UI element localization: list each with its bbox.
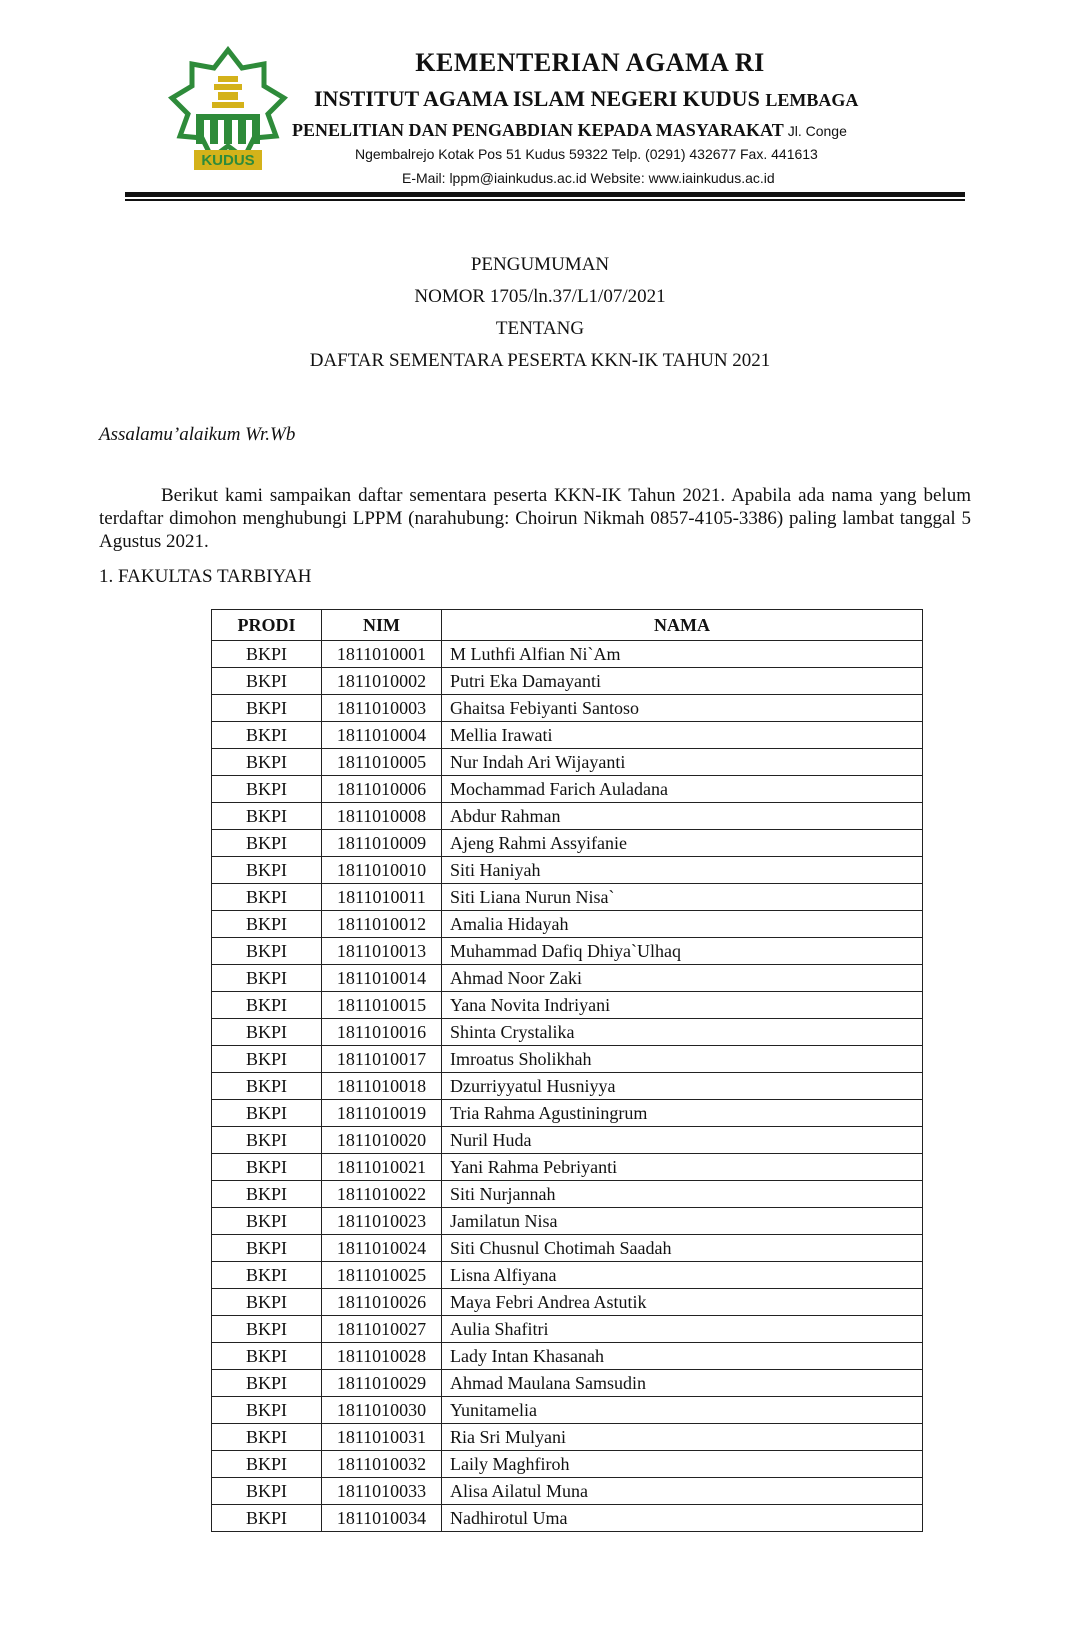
cell-prodi: BKPI (212, 1100, 322, 1127)
table-row (212, 1046, 923, 1073)
table-row (212, 1370, 923, 1397)
cell-nama: Siti Haniyah (442, 857, 923, 884)
cell-nama: Ria Sri Mulyani (442, 1424, 923, 1451)
cell-prodi: BKPI (212, 1046, 322, 1073)
lppm-line (292, 120, 847, 141)
table-row (212, 695, 923, 722)
cell-nama: Lisna Alfiyana (442, 1262, 923, 1289)
cell-nama: Siti Chusnul Chotimah Saadah (442, 1235, 923, 1262)
institute-name (314, 86, 858, 112)
table-header-row (212, 610, 923, 641)
cell-nama: Nadhirotul Uma (442, 1505, 923, 1532)
cell-prodi: BKPI (212, 668, 322, 695)
cell-nim: 1811010016 (322, 1019, 442, 1046)
table-row (212, 1019, 923, 1046)
cell-nim: 1811010014 (322, 965, 442, 992)
cell-nama: Amalia Hidayah (442, 911, 923, 938)
cell-nama: Siti Nurjannah (442, 1181, 923, 1208)
cell-nama: Aulia Shafitri (442, 1316, 923, 1343)
cell-nim: 1811010011 (322, 884, 442, 911)
table-row (212, 641, 923, 668)
header-prodi: PRODI (212, 610, 322, 641)
cell-nama: Muhammad Dafiq Dhiya`Ulhaq (442, 938, 923, 965)
cell-nama: Mochammad Farich Auladana (442, 776, 923, 803)
cell-nama: Ahmad Noor Zaki (442, 965, 923, 992)
cell-nim: 1811010029 (322, 1370, 442, 1397)
table-row (212, 911, 923, 938)
cell-nama: Shinta Crystalika (442, 1019, 923, 1046)
cell-nama: Abdur Rahman (442, 803, 923, 830)
table-row (212, 1289, 923, 1316)
cell-nim: 1811010008 (322, 803, 442, 830)
cell-prodi: BKPI (212, 1208, 322, 1235)
cell-nim: 1811010009 (322, 830, 442, 857)
table-row (212, 1127, 923, 1154)
table-row (212, 1262, 923, 1289)
cell-prodi: BKPI (212, 1289, 322, 1316)
cell-prodi: BKPI (212, 884, 322, 911)
table-row (212, 803, 923, 830)
cell-prodi: BKPI (212, 749, 322, 776)
cell-nama: Ahmad Maulana Samsudin (442, 1370, 923, 1397)
cell-prodi: BKPI (212, 1478, 322, 1505)
address-part1: Jl. Conge (787, 123, 847, 139)
table-row (212, 965, 923, 992)
letterhead-rule-thin (125, 199, 965, 201)
cell-nim: 1811010018 (322, 1073, 442, 1100)
cell-nama: Yani Rahma Pebriyanti (442, 1154, 923, 1181)
institute-name-text: INSTITUT AGAMA ISLAM NEGERI KUDUS (314, 86, 760, 111)
cell-nim: 1811010001 (322, 641, 442, 668)
cell-prodi: BKPI (212, 1370, 322, 1397)
cell-nama: Yunitamelia (442, 1397, 923, 1424)
cell-nim: 1811010013 (322, 938, 442, 965)
cell-nim: 1811010010 (322, 857, 442, 884)
cell-nim: 1811010025 (322, 1262, 442, 1289)
cell-nama: Maya Febri Andrea Astutik (442, 1289, 923, 1316)
table-row (212, 1343, 923, 1370)
cell-nim: 1811010022 (322, 1181, 442, 1208)
cell-prodi: BKPI (212, 938, 322, 965)
announcement-title: PENGUMUMAN (470, 254, 610, 275)
table-row (212, 938, 923, 965)
cell-prodi: BKPI (212, 1343, 322, 1370)
cell-nama: Alisa Ailatul Muna (442, 1478, 923, 1505)
cell-nim: 1811010026 (322, 1289, 442, 1316)
cell-nama: Tria Rahma Agustiningrum (442, 1100, 923, 1127)
logo-text: KUDUS (201, 152, 255, 169)
cell-prodi: BKPI (212, 1127, 322, 1154)
ministry-title: KEMENTERIAN AGAMA RI (415, 48, 765, 77)
table-row (212, 749, 923, 776)
cell-nama: Nuril Huda (442, 1127, 923, 1154)
table-row (212, 1424, 923, 1451)
table-row (212, 1181, 923, 1208)
section-title: 1. FAKULTAS TARBIYAH (99, 566, 312, 587)
cell-prodi: BKPI (212, 1019, 322, 1046)
greeting: Assalamu’alaikum Wr.Wb (99, 424, 296, 445)
logo-minaret (212, 76, 244, 108)
cell-nama: Putri Eka Damayanti (442, 668, 923, 695)
cell-nama: Ghaitsa Febiyanti Santoso (442, 695, 923, 722)
cell-nama: Jamilatun Nisa (442, 1208, 923, 1235)
cell-nama: Mellia Irawati (442, 722, 923, 749)
cell-nim: 1811010004 (322, 722, 442, 749)
cell-nim: 1811010017 (322, 1046, 442, 1073)
table-row (212, 830, 923, 857)
cell-prodi: BKPI (212, 722, 322, 749)
cell-prodi: BKPI (212, 965, 322, 992)
cell-prodi: BKPI (212, 1073, 322, 1100)
cell-prodi: BKPI (212, 1397, 322, 1424)
cell-prodi: BKPI (212, 641, 322, 668)
cell-prodi: BKPI (212, 803, 322, 830)
cell-nama: Imroatus Sholikhah (442, 1046, 923, 1073)
lppm-name: PENELITIAN DAN PENGABDIAN KEPADA MASYARAKAT (292, 120, 784, 140)
cell-prodi: BKPI (212, 857, 322, 884)
table-row (212, 1505, 923, 1532)
table-row (212, 1451, 923, 1478)
cell-nim: 1811010030 (322, 1397, 442, 1424)
cell-prodi: BKPI (212, 1451, 322, 1478)
lembaga-text: LEMBAGA (765, 90, 859, 110)
participants-table (211, 609, 923, 1532)
table-row (212, 884, 923, 911)
cell-nim: 1811010033 (322, 1478, 442, 1505)
table-row (212, 1397, 923, 1424)
cell-nim: 1811010006 (322, 776, 442, 803)
table-row (212, 1235, 923, 1262)
cell-nama: Laily Maghfiroh (442, 1451, 923, 1478)
cell-prodi: BKPI (212, 695, 322, 722)
announcement-about: TENTANG (495, 318, 585, 339)
cell-nama: Ajeng Rahmi Assyifanie (442, 830, 923, 857)
table-row (212, 1478, 923, 1505)
announcement-number: NOMOR 1705/ln.37/L1/07/2021 (414, 286, 666, 307)
cell-prodi: BKPI (212, 1262, 322, 1289)
table-row (212, 668, 923, 695)
table-row (212, 722, 923, 749)
cell-prodi: BKPI (212, 911, 322, 938)
logo-letters (196, 114, 260, 144)
letterhead-rule-thick (125, 192, 965, 197)
table-body (212, 641, 923, 1532)
cell-nim: 1811010015 (322, 992, 442, 1019)
announcement-subject: DAFTAR SEMENTARA PESERTA KKN-IK TAHUN 2021 (309, 350, 771, 371)
table-row (212, 1208, 923, 1235)
cell-nim: 1811010032 (322, 1451, 442, 1478)
contact-line: E-Mail: lppm@iainkudus.ac.id Website: www.iainkudus.ac.id (402, 170, 775, 186)
table-row (212, 992, 923, 1019)
header-nim: NIM (322, 610, 442, 641)
cell-nama: Lady Intan Khasanah (442, 1343, 923, 1370)
cell-nim: 1811010019 (322, 1100, 442, 1127)
cell-prodi: BKPI (212, 1316, 322, 1343)
cell-nim: 1811010024 (322, 1235, 442, 1262)
cell-nim: 1811010034 (322, 1505, 442, 1532)
cell-nama: Dzurriyyatul Husniyya (442, 1073, 923, 1100)
table-row (212, 1154, 923, 1181)
body-paragraph: Berikut kami sampaikan daftar sementara peserta KKN-IK Tahun 2021. Apabila ada nama yang belum terdaftar dimohon menghubungi LPPM (narahubung: Choirun Nikmah 0857-4105-3386) paling lambat tanggal 5 Agustus 2021. (99, 485, 971, 552)
cell-nim: 1811010021 (322, 1154, 442, 1181)
cell-nama: Yana Novita Indriyani (442, 992, 923, 1019)
address-line: Ngembalrejo Kotak Pos 51 Kudus 59322 Telp. (0291) 432677 Fax. 441613 (355, 146, 818, 162)
cell-nim: 1811010023 (322, 1208, 442, 1235)
cell-nim: 1811010012 (322, 911, 442, 938)
cell-nim: 1811010002 (322, 668, 442, 695)
cell-nim: 1811010003 (322, 695, 442, 722)
table-row (212, 1316, 923, 1343)
cell-nim: 1811010020 (322, 1127, 442, 1154)
cell-prodi: BKPI (212, 1154, 322, 1181)
table-row (212, 857, 923, 884)
table-row (212, 776, 923, 803)
cell-prodi: BKPI (212, 1424, 322, 1451)
cell-prodi: BKPI (212, 830, 322, 857)
cell-nim: 1811010031 (322, 1424, 442, 1451)
table-row (212, 1100, 923, 1127)
cell-nama: Siti Liana Nurun Nisa` (442, 884, 923, 911)
cell-nama: M Luthfi Alfian Ni`Am (442, 641, 923, 668)
cell-prodi: BKPI (212, 1181, 322, 1208)
cell-prodi: BKPI (212, 1235, 322, 1262)
header-nama: NAMA (442, 610, 923, 641)
cell-prodi: BKPI (212, 992, 322, 1019)
cell-nim: 1811010027 (322, 1316, 442, 1343)
cell-nim: 1811010028 (322, 1343, 442, 1370)
table-row (212, 1073, 923, 1100)
cell-prodi: BKPI (212, 776, 322, 803)
cell-prodi: BKPI (212, 1505, 322, 1532)
cell-nim: 1811010005 (322, 749, 442, 776)
cell-nama: Nur Indah Ari Wijayanti (442, 749, 923, 776)
